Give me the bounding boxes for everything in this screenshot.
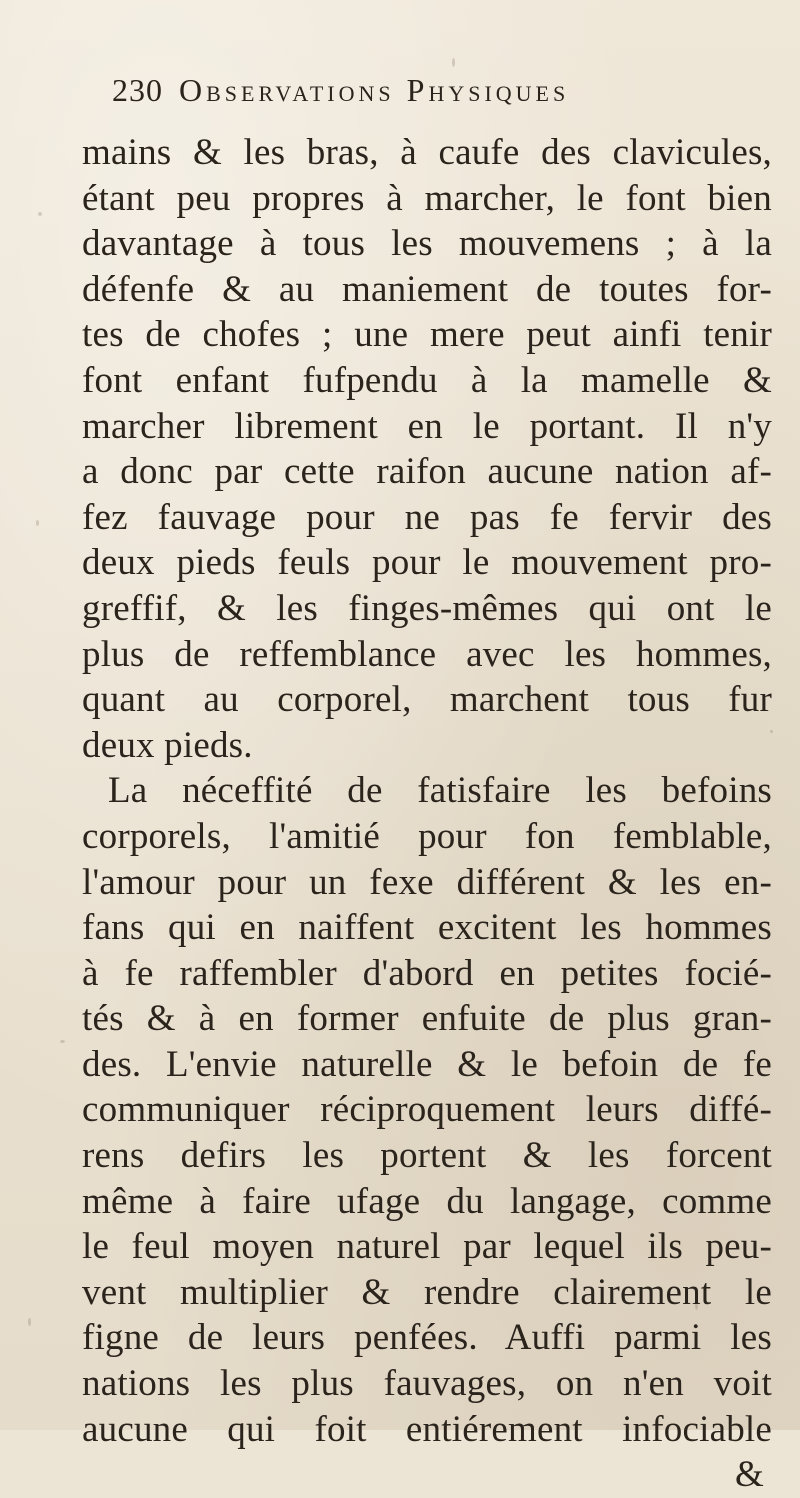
text-line: étant peu propres à marcher, le font bien: [82, 177, 772, 219]
text-line: a donc par cette raifon aucune nation af-: [82, 451, 772, 493]
paper-speck: [60, 1040, 65, 1043]
text-line: greffif, & les finges-mêmes qui ont le: [82, 587, 772, 629]
text-line: des. L'envie naturelle & le befoin de fe: [82, 1043, 772, 1085]
text-line: plus de reffemblance avec les hommes,: [82, 633, 772, 675]
page-number: 230: [112, 72, 163, 108]
paper-speck: [452, 58, 455, 67]
text-line: font enfant fufpendu à la mamelle &: [82, 359, 772, 401]
text-line: à fe raffembler d'abord en petites focié-: [82, 952, 772, 994]
paper-speck: [28, 1318, 31, 1326]
catchword: &: [735, 1454, 764, 1496]
text-line: le feul moyen naturel par lequel ils peu-: [82, 1226, 772, 1268]
text-line: corporels, l'amitié pour fon femblable,: [82, 815, 772, 857]
text-line: davantage à tous les mouvemens ; à la: [82, 223, 772, 265]
text-line: fans qui en naiffent excitent les hommes: [82, 907, 772, 949]
text-line: même à faire ufage du langage, comme: [82, 1180, 772, 1222]
body-text: [82, 130, 772, 1498]
text-line: marcher librement en le portant. Il n'y: [82, 405, 772, 447]
paragraph-first-line: La néceffité de fatisfaire les befoins: [108, 770, 772, 812]
text-line: l'amour pour un fexe différent & les en-: [82, 861, 772, 903]
running-head: [112, 72, 712, 118]
text-line: tes de chofes ; une mere peut ainfi tenir: [82, 314, 772, 356]
paper-speck: [36, 520, 39, 526]
text-line: deux pieds feuls pour le mouvement pro-: [82, 542, 772, 584]
text-line: quant au corporel, marchent tous fur: [82, 679, 772, 721]
running-head-title: Observations Physiques: [179, 72, 570, 108]
text-line: nations les plus fauvages, on n'en voit: [82, 1363, 772, 1405]
text-line: vent multiplier & rendre clairement le: [82, 1271, 772, 1313]
paper-speck: [38, 212, 42, 216]
text-line: deux pieds.: [82, 724, 253, 766]
text-line: tés & à en former enfuite de plus gran-: [82, 998, 772, 1040]
text-line: mains & les bras, à caufe des clavicules,: [82, 132, 772, 173]
text-line: rens defirs les portent & les forcent: [82, 1135, 772, 1177]
text-line: figne de leurs penfées. Auffi parmi les: [82, 1317, 772, 1359]
text-line: fez fauvage pour ne pas fe fervir des: [82, 496, 772, 538]
text-line: communiquer réciproquement leurs diffé-: [82, 1089, 772, 1131]
text-line: défenfe & au maniement de toutes for-: [82, 268, 772, 310]
text-line: aucune qui foit entiérement infociable: [82, 1408, 772, 1450]
